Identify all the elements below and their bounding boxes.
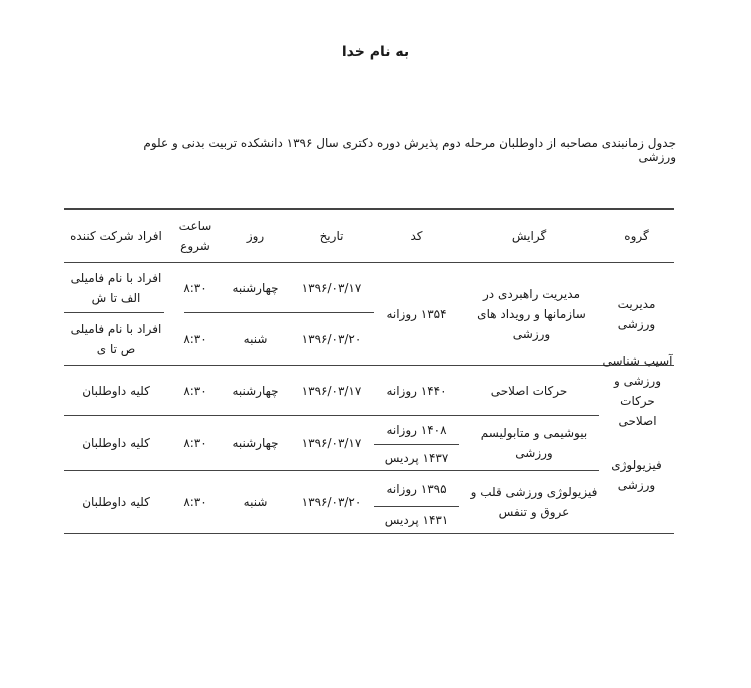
schedule-table [64, 208, 674, 534]
session-participants: کلیه داوطلبان [82, 495, 150, 509]
session-day: شنبه [243, 332, 268, 346]
code-1408: ۱۴۰۸ روزانه [386, 423, 447, 437]
header-code: کد [410, 229, 423, 243]
page-heading: به نام خدا [341, 44, 410, 60]
session-date: ۱۳۹۶/۰۳/۱۷ [301, 280, 362, 295]
table-caption: جدول زمانبندی مصاحبه از داوطلبان مرحله دوم پذیرش دوره دکتری سال ۱۳۹۶ دانشکده تربیت بدنی و علوم ورزشی [143, 136, 676, 164]
session-day: چهارشنبه [232, 436, 279, 450]
session-time: ۸:۳۰ [183, 495, 207, 509]
table-bottom-border [64, 533, 674, 534]
header-field: گرایش [511, 229, 547, 243]
header-date: تاریخ [319, 229, 344, 243]
session-participants: افراد با نام فامیلی ص تا ی [70, 322, 162, 356]
session-date: ۱۳۹۶/۰۳/۱۷ [301, 383, 362, 398]
field-corrective-movements: حرکات اصلاحی [490, 383, 568, 398]
session-time: ۸:۳۰ [183, 383, 207, 398]
header-start-time: ساعت شروع [178, 219, 212, 253]
group-exercise-physiology: فیزیولوژی ورزشی [611, 457, 662, 492]
group-sports-injury: آسیب شناسی ورزشی و حرکات اصلاحی [602, 353, 673, 428]
session-day: چهارشنبه [232, 280, 279, 295]
code-1431: ۱۴۳۱ پردیس [384, 513, 449, 527]
code-1440: ۱۴۴۰ روزانه [386, 383, 447, 398]
session-participants: کلیه داوطلبان [82, 436, 150, 450]
session-time: ۸:۳۰ [183, 332, 207, 346]
code-1354: ۱۳۵۴ روزانه [386, 307, 447, 321]
code-1437: ۱۴۳۷ پردیس [384, 450, 449, 465]
code-1395: ۱۳۹۵ روزانه [386, 481, 447, 496]
session-day: چهارشنبه [232, 383, 279, 398]
field-strategic-management: مدیریت راهبردی در سازمانها و رویداد های ورزشی [477, 287, 586, 341]
header-group: گروه [624, 229, 649, 243]
field-biochemistry: بیوشیمی و متابولیسم ورزشی [480, 426, 588, 460]
session-date: ۱۳۹۶/۰۳/۲۰ [301, 332, 362, 346]
session-date: ۱۳۹۶/۰۳/۱۷ [301, 436, 362, 450]
session-time: ۸:۳۰ [183, 436, 207, 450]
session-participants: افراد با نام فامیلی الف تا ش [70, 270, 162, 305]
header-day: روز [246, 229, 265, 243]
session-participants: کلیه داوطلبان [82, 383, 150, 398]
session-day: شنبه [243, 495, 268, 509]
header-participants: افراد شرکت کننده [70, 229, 162, 243]
field-cardio-respiratory: فیزیولوژی ورزشی قلب و عروق و تنفس [470, 485, 598, 519]
session-time: ۸:۳۰ [183, 280, 207, 295]
group-sports-management: مدیریت ورزشی [617, 297, 656, 331]
session-date: ۱۳۹۶/۰۳/۲۰ [301, 495, 362, 509]
